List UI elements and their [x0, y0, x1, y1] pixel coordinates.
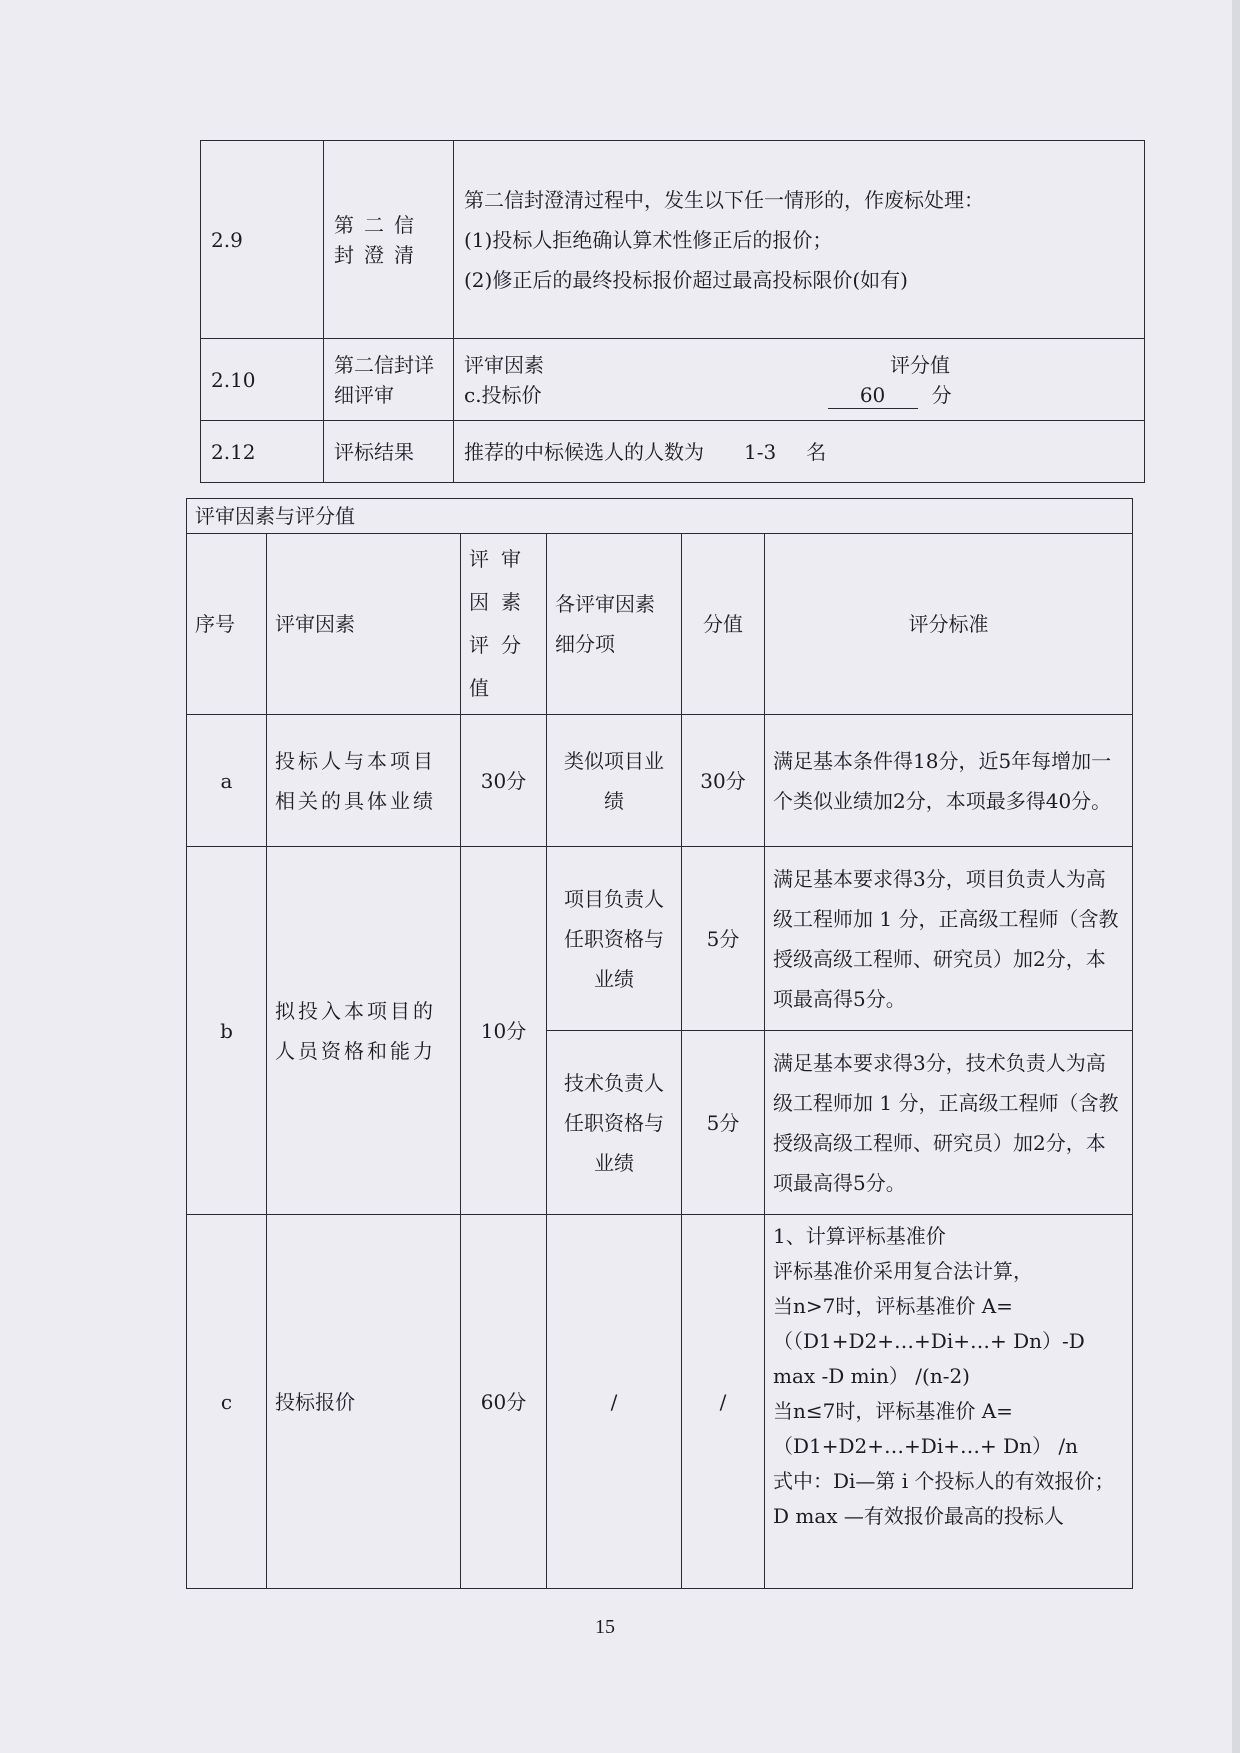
row-2-9	[201, 141, 1145, 339]
review-factor: 投标报价	[267, 1215, 461, 1589]
clause-item: 第二信封详细评审	[324, 339, 454, 421]
factor-value: c.投标价	[464, 382, 542, 407]
scoring-criteria: 满足基本要求得3分，技术负责人为高级工程师加 1 分，正高级工程师（含教授级高级工程师、研究员）加2分，本项最高得5分。	[765, 1031, 1133, 1215]
table-row	[187, 715, 1133, 847]
table-row	[187, 1215, 1133, 1589]
sub-score: 5分	[682, 1031, 765, 1215]
table-header-row	[187, 534, 1133, 715]
clause-line: 第二信封澄清过程中，发生以下任一情形的，作废标处理：	[464, 187, 984, 212]
review-factor: 拟投入本项目的人员资格和能力	[267, 847, 461, 1215]
criteria-line: 当n≤7时，评标基准价 A=（D1+D2+…+Di+…+ Dn） /n	[773, 1399, 1078, 1458]
table-caption-row	[187, 499, 1133, 534]
clause-content	[454, 339, 1145, 421]
criteria-line: 1、计算评标基准价	[773, 1224, 946, 1248]
clause-content	[454, 421, 1145, 483]
sub-score: 30分	[682, 715, 765, 847]
result-text: 推荐的中标候选人的人数为	[464, 439, 704, 464]
clause-number: 2.10	[201, 339, 324, 421]
criteria-line: 评标基准价采用复合法计算，	[773, 1259, 1033, 1283]
clause-item: 评标结果	[324, 421, 454, 483]
clause-item: 第二信封澄清	[324, 141, 454, 339]
header-cell: 评分标准	[765, 534, 1133, 715]
factor-score: 60分	[461, 1215, 547, 1589]
clause-number: 2.9	[201, 141, 324, 339]
scoring-criteria: 满足基本条件得18分，近5年每增加一个类似业绩加2分，本项最多得40分。	[765, 715, 1133, 847]
score-label: 评分值	[890, 352, 950, 377]
sub-score: /	[682, 1215, 765, 1589]
factor-score: 10分	[461, 847, 547, 1215]
scoring-criteria: 满足基本要求得3分，项目负责人为高级工程师加 1 分，正高级工程师（含教授级高级工程师、研究员）加2分，本项最高得5分。	[765, 847, 1133, 1031]
scoring-criteria	[765, 1215, 1133, 1589]
table-caption: 评审因素与评分值	[187, 499, 1133, 534]
clause-number: 2.12	[201, 421, 324, 483]
score-value: 60	[828, 382, 918, 409]
header-cell: 评审因素	[267, 534, 461, 715]
clause-line: (2)修正后的最终投标报价超过最高投标限价(如有)	[464, 267, 908, 292]
section-table	[200, 140, 1145, 483]
header-cell: 各评审因素细分项	[547, 534, 682, 715]
result-unit: 名	[806, 439, 827, 464]
page-number: 15	[595, 1616, 615, 1638]
criteria-line: 当n>7时，评标基准价 A=（（D1+D2+…+Di+…+ Dn）-D max -D min） /(n-2)	[773, 1294, 1085, 1388]
page-edge	[1232, 0, 1240, 1753]
sub-item: 项目负责人任职资格与业绩	[547, 847, 682, 1031]
row-number: a	[187, 715, 267, 847]
review-factor: 投标人与本项目相关的具体业绩	[267, 715, 461, 847]
header-cell: 分值	[682, 534, 765, 715]
score-unit: 分	[931, 382, 952, 407]
clause-content	[454, 141, 1145, 339]
header-cell: 评审因素评分值	[461, 534, 547, 715]
table-row	[187, 847, 1133, 1031]
row-2-12	[201, 421, 1145, 483]
sub-item: 技术负责人任职资格与业绩	[547, 1031, 682, 1215]
row-number: b	[187, 847, 267, 1215]
header-cell: 序号	[187, 534, 267, 715]
sub-item: 类似项目业绩	[547, 715, 682, 847]
sub-score: 5分	[682, 847, 765, 1031]
factor-label: 评审因素	[464, 352, 544, 377]
sub-item: /	[547, 1215, 682, 1589]
row-2-10	[201, 339, 1145, 421]
scoring-table	[186, 498, 1133, 1589]
criteria-line: 式中：Di—第 i 个投标人的有效报价；D max —有效报价最高的投标人	[773, 1469, 1115, 1528]
factor-score: 30分	[461, 715, 547, 847]
row-number: c	[187, 1215, 267, 1589]
candidate-count: 1-3	[744, 439, 777, 464]
clause-line: (1)投标人拒绝确认算术性修正后的报价；	[464, 227, 833, 252]
